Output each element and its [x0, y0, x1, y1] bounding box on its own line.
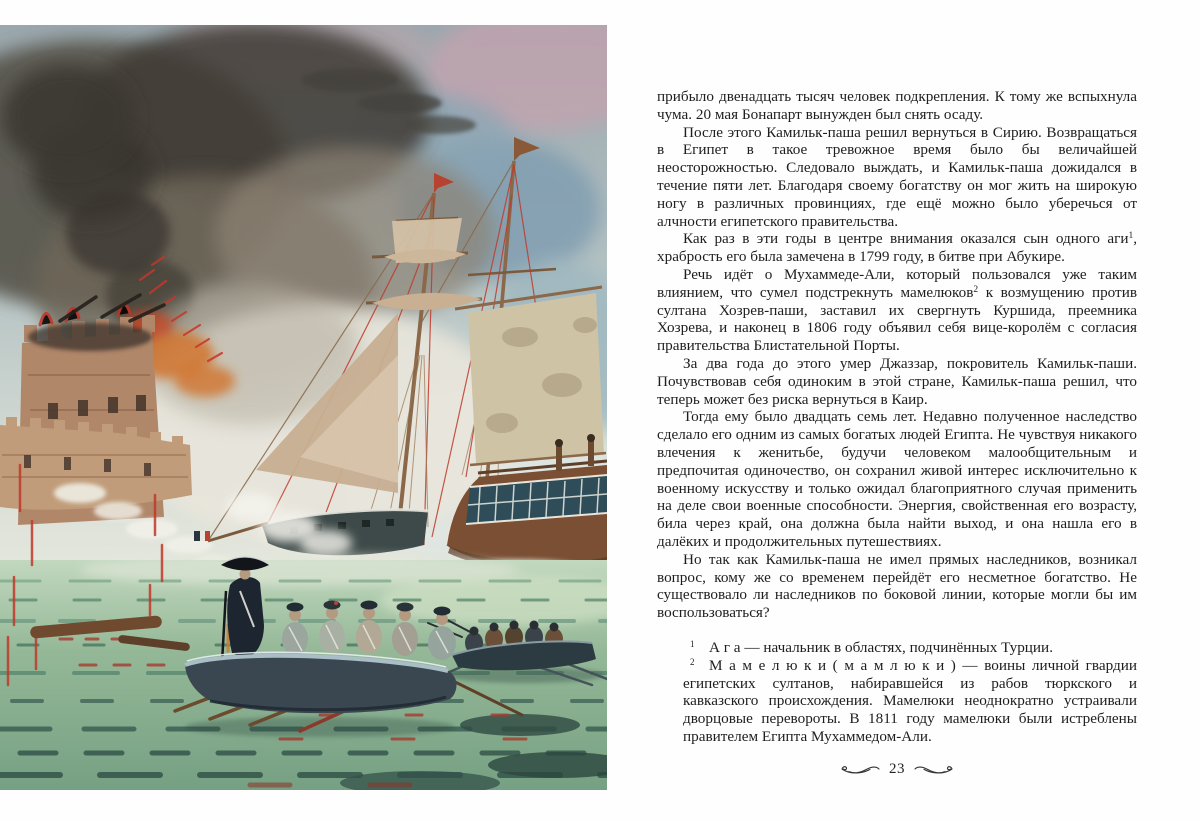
- paragraph: За два года до этого умер Джаззар, покровитель Камильк-паши. Почувствовав себя одиноким в этой стране, Камильк-паша решил, что теперь может без риска вернуться в Каир.: [657, 354, 1137, 408]
- paragraph: Тогда ему было двадцать семь лет. Недавно полученное наследство сделало его одним из самых богатых людей Египта. Не чувствуя никакого влечения к женитьбе, будучи человеком малообщительным и предпочитая одиночество, он сохранил живой интерес исключительно к военному искусству и только ожидал благоприятного случая применить на деле свои военные способности. Энергия, свойственная его возрасту, била через край, она должна была найти выход, и она нашла его в далёких и продолжительных путешествиях.: [657, 408, 1137, 550]
- paragraph: Но так как Камильк-паша не имел прямых наследников, возникал вопрос, кому же со временем перейдёт его несметное богатство. Не существовало ли наследников по боковой линии, которые могли бы им воспользоваться?: [657, 550, 1137, 622]
- footnote: [657, 639, 1137, 657]
- footnote-text: А г а — начальник в областях, подчинённых Турции.: [709, 638, 1053, 656]
- illustration-svg: [0, 25, 607, 790]
- paragraph-text: Речь идёт о Мухаммеде-Али, который пользовался уже таким влиянием, что сумел подстрекнуть мамелюков: [657, 265, 1137, 301]
- footnotes: [657, 639, 1137, 746]
- flourish-left-icon: [840, 763, 880, 775]
- page-number: 23: [889, 760, 905, 777]
- paragraph-text: , храбрость его была замечена в 1799 году, в битве при Абукире.: [657, 230, 1137, 266]
- footnote-ref-1: 1: [1128, 231, 1134, 242]
- paragraph: [657, 266, 1137, 355]
- text-column: [657, 88, 1137, 778]
- page-footer: [657, 761, 1137, 778]
- paragraph: После этого Камильк-паша решил вернуться в Сирию. Возвращаться в Египет в такое тревожное время было бы величайшей неосторожностью. Следовало выждать, и Камильк-паша дожидался в течение пяти лет. Благодаря своему богатству он мог жить на широкую ногу в различных провинциях, где ещё можно было уберечься от алчности египетского правительства.: [657, 123, 1137, 230]
- footnote-ref-2: 2: [973, 284, 979, 295]
- paragraph-text: к возмущению против султана Хозрев-паши, заставил их свергнуть Куршида, преемника Хозрева, и наконец в 1806 году объявил себя вице-королём с согласия правительства Блистательной Порты.: [657, 283, 1137, 355]
- footnote-text: М а м е л ю к и ( м а м л ю к и ) — воины личной гвардии египетских султанов, набиравшейся из рабов тюркского и кавказского происхождения. Мамелюки неоднократно устраивали дворцовые перевороты. В 1811 году мамелюки были истреблены правителем Египта Мухаммедом-Али.: [683, 656, 1137, 745]
- flourish-right-icon: [914, 763, 954, 775]
- footnote-marker: 2: [690, 656, 695, 667]
- paragraph: прибыло двенадцать тысяч человек подкрепления. К тому же вспыхнула чума. 20 мая Бонапарт вынужден был снять осаду.: [657, 88, 1137, 123]
- paragraph: [657, 230, 1137, 266]
- footnote: [657, 657, 1137, 746]
- illustration: [0, 25, 607, 790]
- footnote-marker: 1: [690, 638, 695, 649]
- bow-flag: [194, 531, 210, 541]
- paragraph-text: Как раз в эти годы в центре внимания оказался сын одного аги: [683, 230, 1129, 248]
